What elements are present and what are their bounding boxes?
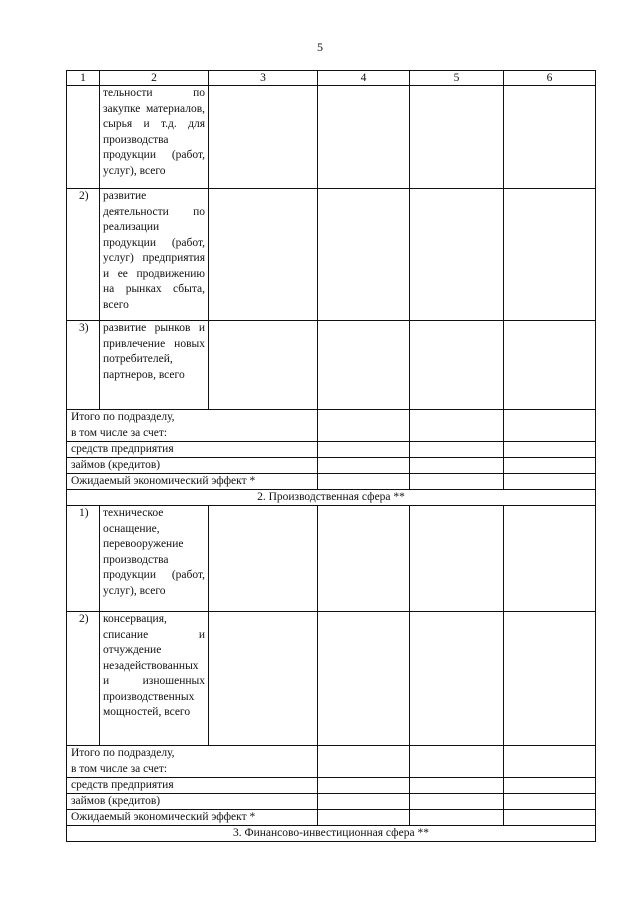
- table-row: [67, 189, 596, 321]
- column-header: 5: [410, 71, 504, 86]
- subtotal-row: [67, 410, 596, 442]
- effect-label: Ожидаемый экономический эффект *: [67, 810, 318, 826]
- value-cell: [410, 474, 504, 490]
- value-cell: [504, 474, 596, 490]
- own-funds-label: средств предприятия: [67, 442, 318, 458]
- value-cell: [410, 778, 504, 794]
- row-number: 2): [67, 612, 100, 746]
- value-cell: [504, 778, 596, 794]
- value-cell: [504, 746, 596, 778]
- value-cell: [504, 506, 596, 612]
- value-cell: [318, 321, 410, 410]
- value-cell: [504, 410, 596, 442]
- value-cell: [209, 86, 318, 189]
- own-funds-row: [67, 442, 596, 458]
- column-header-row: [67, 71, 596, 86]
- value-cell: [410, 410, 504, 442]
- value-cell: [504, 86, 596, 189]
- column-header: 4: [318, 71, 410, 86]
- effect-row: [67, 474, 596, 490]
- value-cell: [209, 506, 318, 612]
- row-description: техническое оснащение, перевооружение производства продукции (работ, услуг), всего: [100, 506, 209, 612]
- value-cell: [504, 794, 596, 810]
- table-row: [67, 86, 596, 189]
- value-cell: [209, 612, 318, 746]
- value-cell: [318, 810, 410, 826]
- value-cell: [318, 189, 410, 321]
- row-number: [67, 86, 100, 189]
- value-cell: [504, 810, 596, 826]
- page-number: 5: [317, 40, 323, 54]
- value-cell: [318, 506, 410, 612]
- row-description: консервация, списание и отчуждение незадействованных и изношенных производственных мощностей, всего: [100, 612, 209, 746]
- value-cell: [410, 442, 504, 458]
- value-cell: [410, 810, 504, 826]
- table-row: [67, 612, 596, 746]
- table-row: [67, 506, 596, 612]
- section-title: 2. Производственная сфера **: [67, 490, 596, 506]
- row-description: развитие деятельности по реализации продукции (работ, услуг) предприятия и ее продвижению на рынках сбыта, всего: [100, 189, 209, 321]
- value-cell: [209, 321, 318, 410]
- effect-label: Ожидаемый экономический эффект *: [67, 474, 318, 490]
- value-cell: [410, 506, 504, 612]
- value-cell: [410, 189, 504, 321]
- subtotal-label: Итого по подразделу, в том числе за счет:: [67, 746, 318, 778]
- value-cell: [318, 746, 410, 778]
- column-header: 1: [67, 71, 100, 86]
- column-header: 2: [100, 71, 209, 86]
- value-cell: [318, 794, 410, 810]
- value-cell: [318, 474, 410, 490]
- value-cell: [209, 189, 318, 321]
- row-description: тельности по закупке материалов, сырья и т.д. для производства продукции (работ, услуг), всего: [100, 86, 209, 189]
- column-header: 6: [504, 71, 596, 86]
- value-cell: [410, 86, 504, 189]
- table-row: [67, 321, 596, 410]
- column-header: 3: [209, 71, 318, 86]
- value-cell: [318, 458, 410, 474]
- value-cell: [318, 410, 410, 442]
- value-cell: [410, 746, 504, 778]
- own-funds-row: [67, 778, 596, 794]
- value-cell: [318, 442, 410, 458]
- value-cell: [318, 778, 410, 794]
- value-cell: [504, 458, 596, 474]
- subtotal-label: Итого по подразделу, в том числе за счет:: [67, 410, 318, 442]
- plan-table: [66, 70, 596, 842]
- row-number: 2): [67, 189, 100, 321]
- value-cell: [318, 612, 410, 746]
- value-cell: [318, 86, 410, 189]
- own-funds-label: средств предприятия: [67, 778, 318, 794]
- value-cell: [410, 794, 504, 810]
- value-cell: [504, 612, 596, 746]
- row-number: 1): [67, 506, 100, 612]
- effect-row: [67, 810, 596, 826]
- row-description: развитие рынков и привлечение новых потребителей, партнеров, всего: [100, 321, 209, 410]
- loans-label: займов (кредитов): [67, 458, 318, 474]
- value-cell: [504, 189, 596, 321]
- loans-row: [67, 458, 596, 474]
- section-header-row: [67, 826, 596, 842]
- loans-row: [67, 794, 596, 810]
- value-cell: [504, 442, 596, 458]
- row-number: 3): [67, 321, 100, 410]
- loans-label: займов (кредитов): [67, 794, 318, 810]
- value-cell: [410, 612, 504, 746]
- subtotal-row: [67, 746, 596, 778]
- value-cell: [410, 321, 504, 410]
- section-header-row: [67, 490, 596, 506]
- section-title: 3. Финансово-инвестиционная сфера **: [67, 826, 596, 842]
- value-cell: [410, 458, 504, 474]
- value-cell: [504, 321, 596, 410]
